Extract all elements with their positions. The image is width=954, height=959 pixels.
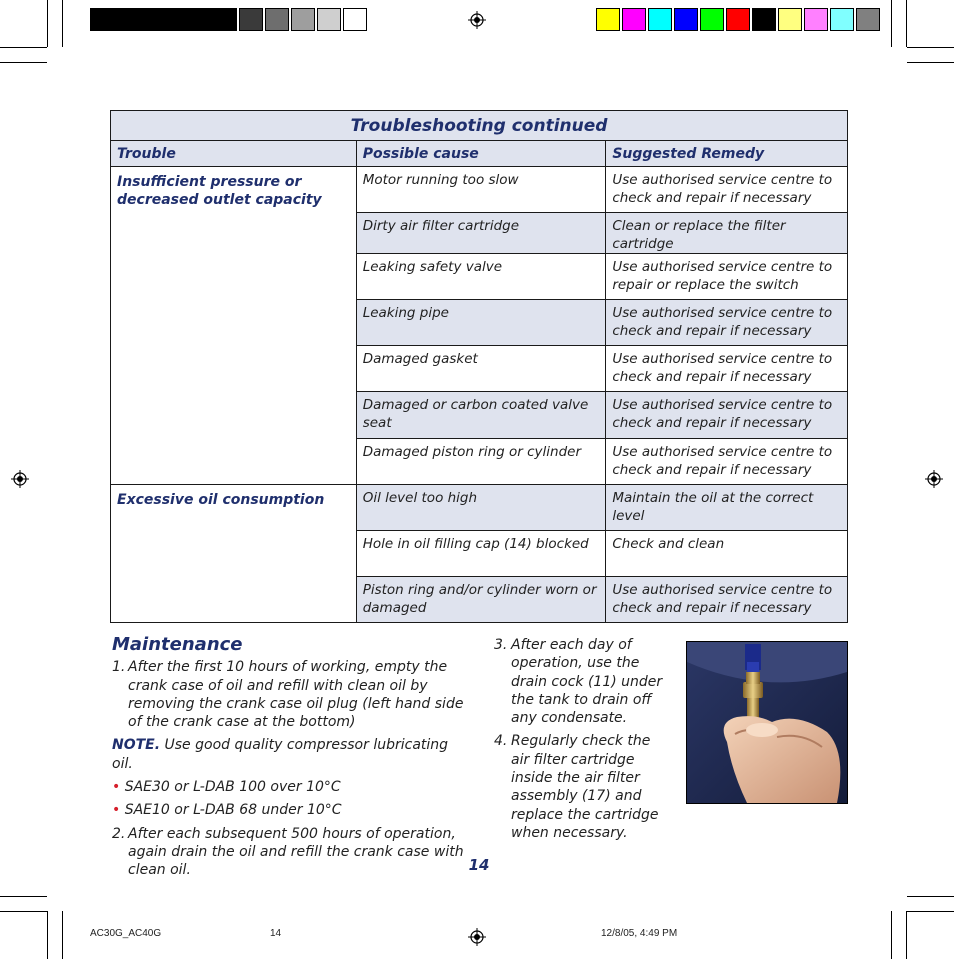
note-text: Use good quality compressor lubricating oil. <box>112 737 449 772</box>
bullet-icon: • <box>112 802 121 819</box>
remedy-cell: Use authorised service centre to check and repair if necessary <box>606 439 848 485</box>
item-number: 3. <box>494 637 508 653</box>
maintenance-continued <box>494 636 670 847</box>
gray-swatch <box>317 8 341 31</box>
cause-cell: Leaking safety valve <box>356 254 606 300</box>
column-header-trouble: Trouble <box>111 141 357 167</box>
bullet-item <box>112 801 464 819</box>
column-header-possible-cause: Possible cause <box>356 141 606 167</box>
troubleshooting-table <box>110 110 848 623</box>
cause-cell: Dirty air filter cartridge <box>356 213 606 254</box>
note-label: NOTE. <box>112 737 161 754</box>
crop-mark <box>0 62 47 63</box>
remedy-cell: Use authorised service centre to check and repair if necessary <box>606 167 848 213</box>
crop-mark <box>47 911 48 959</box>
crop-mark <box>891 911 892 959</box>
list-item <box>494 732 670 842</box>
crop-mark <box>62 911 63 959</box>
remedy-cell: Maintain the oil at the correct level <box>606 485 848 531</box>
crop-mark <box>907 911 954 912</box>
maintenance-section <box>112 636 464 885</box>
color-swatch <box>726 8 750 31</box>
color-swatch <box>752 8 776 31</box>
cause-cell: Oil level too high <box>356 485 606 531</box>
remedy-cell: Check and clean <box>606 531 848 577</box>
item-text: After the first 10 hours of working, empty the crank case of oil and refill with clean oil by removing the crank case oil plug (left hand side of the crank case at the bottom) <box>128 659 464 731</box>
registration-mark-icon <box>11 470 29 488</box>
item-text: After each day of operation, use the drain cock (11) under the tank to drain off any condensate. <box>511 637 663 727</box>
crop-mark <box>907 47 954 48</box>
color-swatch <box>778 8 802 31</box>
crop-mark <box>0 47 47 48</box>
cause-cell: Damaged piston ring or cylinder <box>356 439 606 485</box>
color-swatch <box>700 8 724 31</box>
item-text: After each subsequent 500 hours of operation, again drain the oil and refill the crank case with clean oil. <box>128 825 464 879</box>
grayscale-bar <box>90 8 367 31</box>
registration-mark-icon <box>925 470 943 488</box>
item-number: 2. <box>112 825 126 842</box>
black-swatch <box>90 8 237 31</box>
cause-cell: Motor running too slow <box>356 167 606 213</box>
gray-swatch <box>265 8 289 31</box>
table-title: Troubleshooting continued <box>111 111 848 141</box>
cause-cell: Piston ring and/or cylinder worn or damaged <box>356 577 606 623</box>
column-header-suggested-remedy: Suggested Remedy <box>606 141 848 167</box>
crop-mark <box>906 911 907 959</box>
color-swatch <box>674 8 698 31</box>
cause-cell: Leaking pipe <box>356 300 606 346</box>
crop-mark <box>0 911 47 912</box>
item-number: 1. <box>112 659 126 676</box>
color-swatch <box>648 8 672 31</box>
remedy-cell: Use authorised service centre to check and repair if necessary <box>606 346 848 392</box>
cause-cell: Damaged or carbon coated valve seat <box>356 392 606 439</box>
drain-cock-illustration <box>687 642 847 803</box>
registration-mark-icon <box>468 928 486 946</box>
crop-mark <box>891 0 892 47</box>
color-swatch <box>856 8 880 31</box>
page-number: 14 <box>468 856 490 874</box>
footer-timestamp: 12/8/05, 4:49 PM <box>601 928 678 939</box>
color-bar <box>596 8 882 31</box>
color-swatch <box>830 8 854 31</box>
list-item <box>494 636 670 727</box>
bullet-text: SAE30 or L-DAB 100 over 10°C <box>124 779 341 796</box>
crop-mark <box>906 0 907 47</box>
drain-cock-photo <box>686 641 848 804</box>
gray-swatch <box>291 8 315 31</box>
cause-cell: Hole in oil filling cap (14) blocked <box>356 531 606 577</box>
remedy-cell: Use authorised service centre to check and repair if necessary <box>606 300 848 346</box>
registration-mark-icon <box>468 11 486 29</box>
remedy-cell: Clean or replace the filter cartridge <box>606 213 848 254</box>
table-row <box>111 485 848 531</box>
gray-swatch <box>343 8 367 31</box>
list-item <box>112 658 464 731</box>
crop-mark <box>907 62 954 63</box>
crop-mark <box>0 896 47 897</box>
bullet-text: SAE10 or L-DAB 68 under 10°C <box>124 802 342 819</box>
color-swatch <box>622 8 646 31</box>
list-item <box>112 825 464 880</box>
footer-page: 14 <box>270 928 282 939</box>
crop-mark <box>47 0 48 47</box>
maintenance-heading: Maintenance <box>112 634 243 655</box>
bullet-item <box>112 778 464 796</box>
remedy-cell: Use authorised service centre to check and repair if necessary <box>606 392 848 439</box>
item-text: Regularly check the air filter cartridge inside the air filter assembly (17) and replace the cartridge when necessary. <box>511 733 659 841</box>
bullet-icon: • <box>112 779 121 796</box>
remedy-cell: Use authorised service centre to check and repair if necessary <box>606 577 848 623</box>
note <box>112 736 464 773</box>
trouble-cell: Excessive oil consumption <box>111 485 357 623</box>
trouble-cell: Insufficient pressure or decreased outlet capacity <box>111 167 357 485</box>
remedy-cell: Use authorised service centre to repair or replace the switch <box>606 254 848 300</box>
gray-swatch <box>239 8 263 31</box>
crop-mark <box>907 896 954 897</box>
color-swatch <box>804 8 828 31</box>
crop-mark <box>62 0 63 47</box>
table-row <box>111 167 848 213</box>
cause-cell: Damaged gasket <box>356 346 606 392</box>
footer-file: AC30G_AC40G <box>90 928 162 939</box>
item-number: 4. <box>494 733 508 750</box>
color-swatch <box>596 8 620 31</box>
